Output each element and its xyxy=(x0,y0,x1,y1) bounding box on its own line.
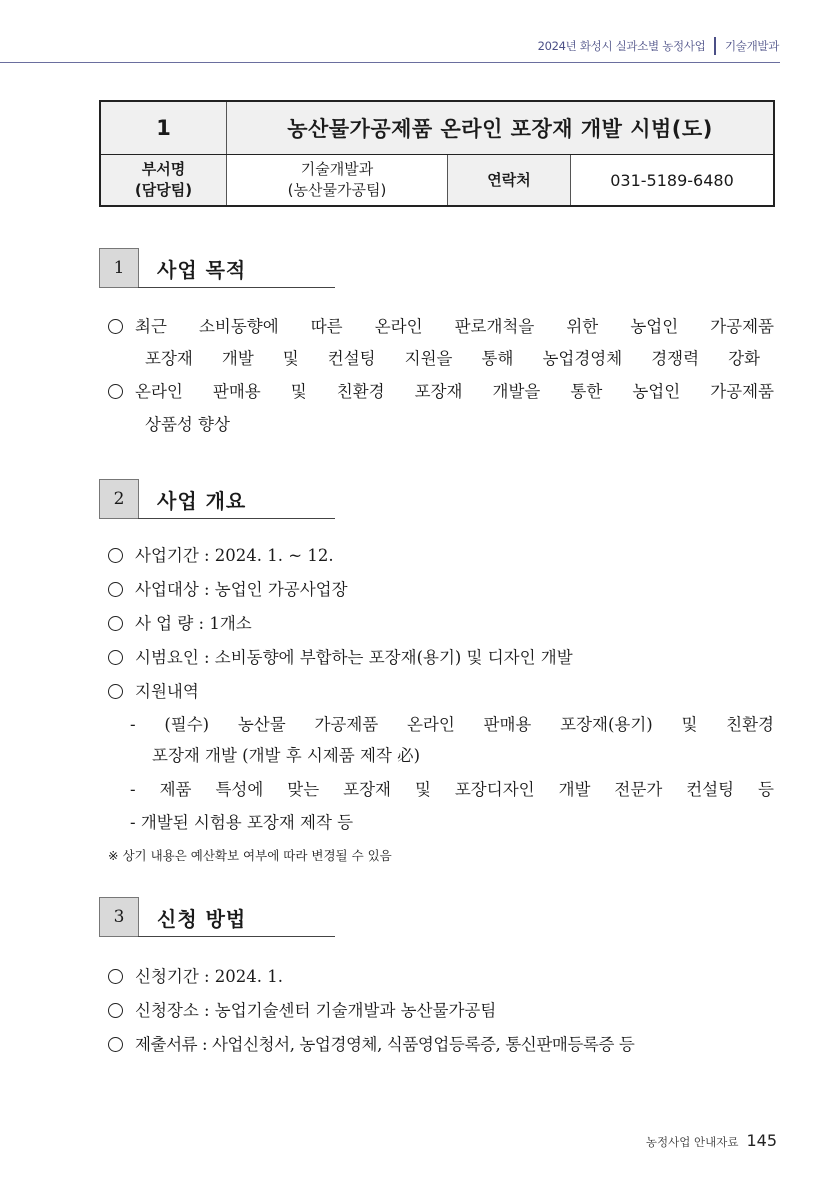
section-underline xyxy=(138,518,335,519)
contact-label: 연락처 xyxy=(448,155,571,207)
circle-bullet-icon xyxy=(108,684,123,699)
header-divider xyxy=(714,37,716,55)
page-footer xyxy=(646,1131,777,1150)
page-number: 145 xyxy=(746,1131,777,1150)
circle-bullet-icon xyxy=(108,582,123,597)
list-item: 사 업 량 : 1개소 xyxy=(108,610,252,634)
header-rule xyxy=(0,62,780,63)
sub-list-item-continuation: 포장재 개발 (개발 후 시제품 제작 必) xyxy=(152,746,421,765)
list-item-continuation: 포장재 개발 및 컨설팅 지원을 통해 농업경영체 경쟁력 강화 xyxy=(145,349,760,368)
header-right: 기술개발과 xyxy=(724,39,779,53)
section-number: 2 xyxy=(99,479,139,519)
circle-bullet-icon xyxy=(108,1003,123,1018)
sub-list-item: - 제품 특성에 맞는 포장재 및 포장디자인 개발 전문가 컨설팅 등 xyxy=(130,780,774,799)
circle-bullet-icon xyxy=(108,1037,123,1052)
project-info-table xyxy=(99,100,775,207)
header-left: 2024년 화성시 실과소별 농정사업 xyxy=(537,39,706,53)
dept-label-line2: (담당팀) xyxy=(134,181,193,199)
project-number: 1 xyxy=(100,101,227,155)
section-heading-application xyxy=(99,897,335,937)
list-item: 신청장소 : 농업기술센터 기술개발과 농산물가공팀 xyxy=(108,997,496,1021)
list-item: 사업대상 : 농업인 가공사업장 xyxy=(108,576,348,600)
dept-value xyxy=(227,155,448,207)
contact-value: 031-5189-6480 xyxy=(571,155,775,207)
list-item: 신청기간 : 2024. 1. xyxy=(108,963,283,987)
circle-bullet-icon xyxy=(108,384,123,399)
list-item: 제출서류 : 사업신청서, 농업경영체, 식품영업등록증, 통신판매등록증 등 xyxy=(108,1031,634,1055)
running-header xyxy=(538,37,779,55)
dept-value-line1: 기술개발과 xyxy=(300,160,374,178)
list-item: 최근 소비동향에 따른 온라인 판로개척을 위한 농업인 가공제품 xyxy=(108,313,774,337)
section-underline xyxy=(138,936,335,937)
section-number: 1 xyxy=(99,248,139,288)
dept-value-line2: (농산물가공팀) xyxy=(287,181,387,199)
circle-bullet-icon xyxy=(108,650,123,665)
section-title: 사업 목적 xyxy=(157,258,247,282)
sub-list-item: - 개발된 시험용 포장재 제작 등 xyxy=(130,813,354,832)
section-title: 신청 방법 xyxy=(157,907,247,931)
footer-label: 농정사업 안내자료 xyxy=(645,1135,739,1149)
list-item: 온라인 판매용 및 친환경 포장재 개발을 통한 농업인 가공제품 xyxy=(108,378,774,402)
section-heading-overview xyxy=(99,479,335,519)
footnote: ※ 상기 내용은 예산확보 여부에 따라 변경될 수 있음 xyxy=(108,848,392,863)
circle-bullet-icon xyxy=(108,616,123,631)
section-title: 사업 개요 xyxy=(157,489,247,513)
list-item-continuation: 상품성 향상 xyxy=(145,415,230,434)
section-underline xyxy=(138,287,335,288)
section-number: 3 xyxy=(99,897,139,937)
dept-label xyxy=(100,155,227,207)
project-title: 농산물가공제품 온라인 포장재 개발 시범(도) xyxy=(227,101,775,155)
list-item: 사업기간 : 2024. 1. ~ 12. xyxy=(108,542,334,566)
circle-bullet-icon xyxy=(108,969,123,984)
section-heading-purpose xyxy=(99,248,335,288)
dept-label-line1: 부서명 xyxy=(141,160,186,178)
list-item: 지원내역 xyxy=(108,678,199,702)
sub-list-item: - (필수) 농산물 가공제품 온라인 판매용 포장재(용기) 및 친환경 xyxy=(130,715,774,734)
circle-bullet-icon xyxy=(108,319,123,334)
list-item: 시범요인 : 소비동향에 부합하는 포장재(용기) 및 디자인 개발 xyxy=(108,644,573,668)
circle-bullet-icon xyxy=(108,548,123,563)
